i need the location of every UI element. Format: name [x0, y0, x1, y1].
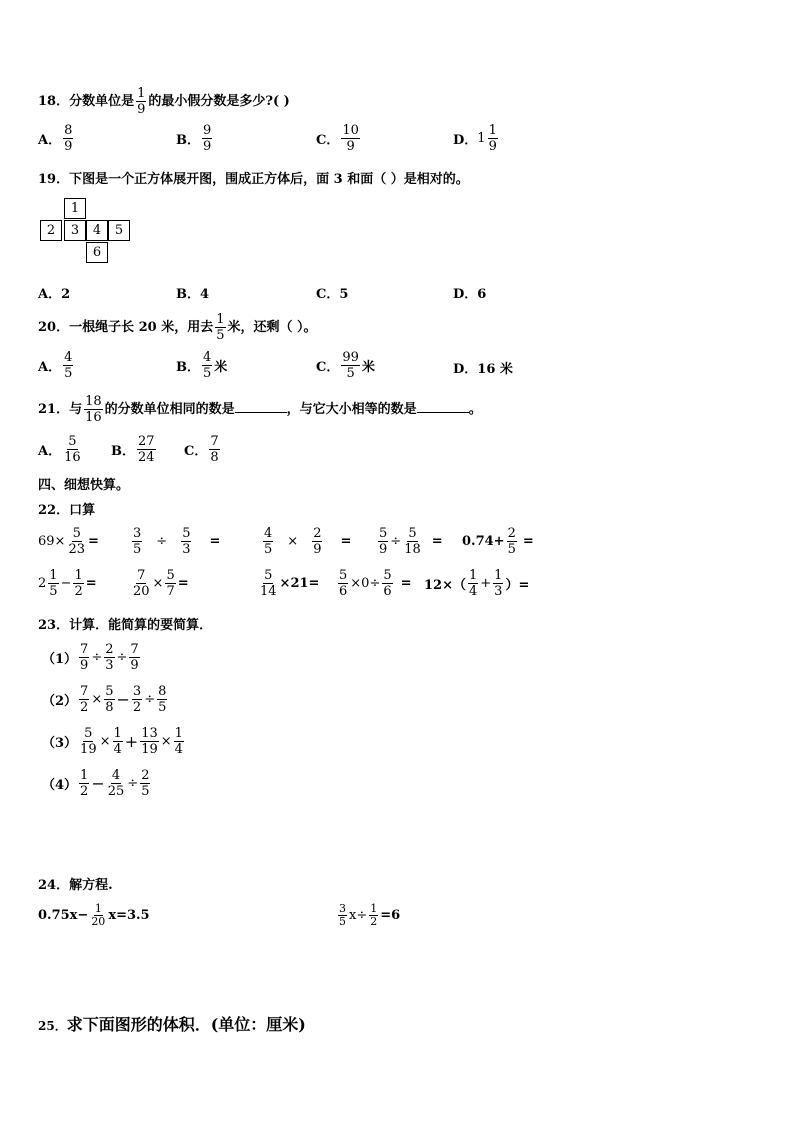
q18-option-d[interactable]: D． 1 1 9: [453, 123, 497, 154]
net-face-3: 3: [64, 220, 86, 241]
q20-option-c[interactable]: C． 99 5 米: [316, 350, 375, 381]
q23-title: 23．计算．能简算的要简算．: [38, 618, 213, 633]
net-face-6: 6: [86, 242, 108, 263]
q25-stem: 25．求下面图形的体积．(单位：厘米): [38, 1015, 306, 1034]
equation-1: 0.75x− $\frac{1}{20}$ x=3.5: [38, 902, 150, 928]
q18-stem: 18．分数单位是 $\frac{1}{9}$ 的最小假分数是多少?( ): [38, 86, 290, 117]
q21-option-a[interactable]: A． 5 16: [38, 434, 81, 465]
q20-option-a[interactable]: A． 4 5: [38, 350, 73, 381]
q18-option-c[interactable]: C． 10 9: [316, 123, 359, 154]
mental-calc-3: $\frac{4}{5}$ × $\frac{2}{9}$ =: [264, 526, 352, 557]
equation-2: 3 5 x÷ $\frac{1}{2}$ =6: [339, 902, 401, 928]
net-face-2: 2: [40, 220, 62, 241]
q18-option-a[interactable]: A． 8 9: [38, 123, 73, 154]
mental-calc-10: 12×（ 1 4 + $\frac{1}{3}$ ）=: [424, 568, 530, 599]
cube-net-diagram: [40, 198, 132, 264]
q21-stem: 21．与 $\frac{18}{16}$ 的分数单位相同的数是 ，与它大小相等的数是 。: [38, 394, 482, 425]
mental-calc-7: $\frac{7}{20}$ × $\frac{5}{7}$ =: [133, 568, 189, 599]
q24-title: 24．解方程.: [38, 878, 113, 893]
q19-option-c[interactable]: C．5: [316, 287, 349, 302]
q20-option-d[interactable]: D． 16 米: [453, 362, 513, 377]
answer-blank-1[interactable]: [235, 400, 287, 413]
net-face-4: 4: [86, 220, 108, 241]
q20-stem: 20．一根绳子长 20 米，用去 $\frac{1}{5}$ 米，还剩（ ）。: [38, 312, 317, 343]
mental-calc-5: 0.74+ $\frac{2}{5}$ =: [462, 526, 534, 557]
net-face-5: 5: [108, 220, 130, 241]
mental-calc-8: $\frac{5}{14}$ ×21=: [260, 568, 320, 599]
section-heading: 四、细想快算。: [38, 478, 130, 493]
q19-option-d[interactable]: D．6: [453, 287, 487, 302]
q20-option-b[interactable]: B． 4 5 米: [176, 350, 228, 381]
q19-option-b[interactable]: B．4: [176, 287, 210, 302]
q21-option-c[interactable]: C． 7 8: [184, 434, 219, 465]
calc-item-2: （2） $\frac{7}{2}$ × $\frac{5}{8}$ − $\frac{3}{2}$ ÷ $\frac{8}{5}$: [42, 684, 167, 715]
q21-option-b[interactable]: B． 27 24: [111, 434, 155, 465]
mental-calc-9: $\frac{5}{6}$ ×0÷ $\frac{5}{6}$ =: [339, 568, 412, 599]
calc-item-3: （3） $\frac{5}{19}$ × $\frac{1}{4}$ + $\frac{13}{19}$ × $\frac{1}{4}$: [42, 726, 183, 757]
mental-calc-6: 2 1 5 − $\frac{1}{2}$ =: [38, 568, 97, 599]
net-face-1: 1: [64, 198, 86, 219]
calc-item-4: （4） 1 2 − $\frac{4}{25}$ ÷ $\frac{2}{5}$: [42, 768, 150, 799]
q19-stem: 19．下图是一个正方体展开图，围成正方体后，面 3 和面（ ）是相对的。: [38, 172, 469, 187]
answer-blank-2[interactable]: [417, 400, 469, 413]
mental-calc-4: $\frac{5}{9}$ ÷ $\frac{5}{18}$ =: [379, 526, 443, 557]
mental-calc-1: 69× $\frac{5}{23}$ =: [38, 526, 99, 557]
fraction: $\frac{1}{9}$: [137, 86, 146, 117]
q19-option-a[interactable]: A．2: [38, 287, 71, 302]
mental-calc-2: $\frac{3}{5}$ ÷ $\frac{5}{3}$ =: [133, 526, 221, 557]
calc-item-1: （1） $\frac{7}{9}$ ÷ $\frac{2}{3}$ ÷ $\frac{7}{9}$: [42, 642, 139, 673]
q22-title: 22．口算: [38, 503, 96, 518]
q18-option-b[interactable]: B． 9 9: [176, 123, 212, 154]
